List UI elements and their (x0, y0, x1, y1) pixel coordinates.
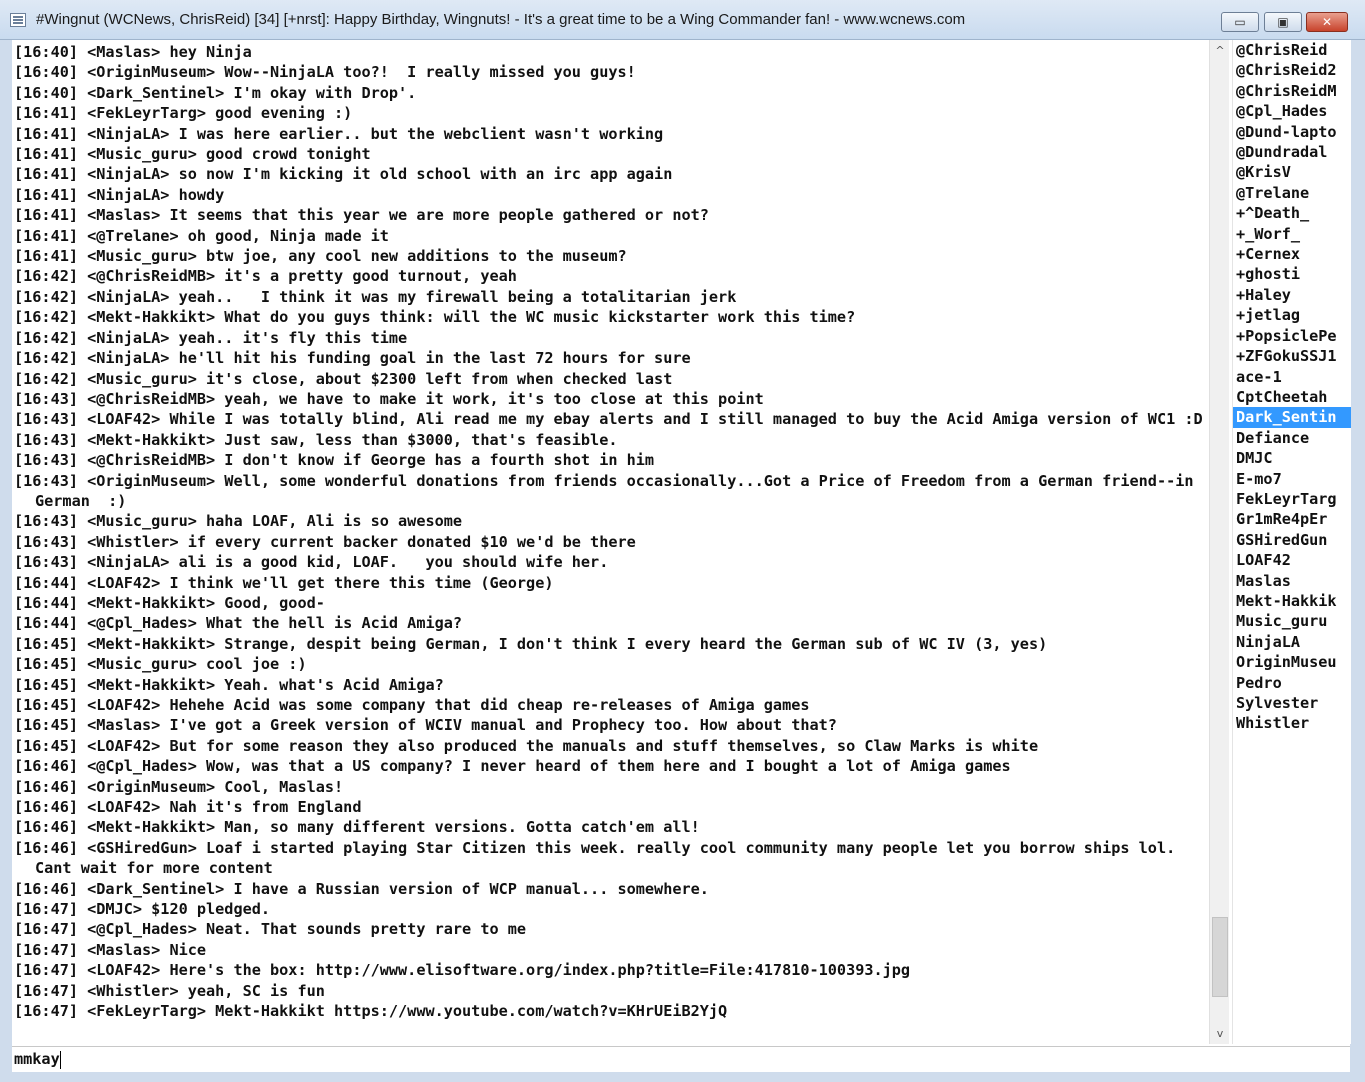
window-title: #Wingnut (WCNews, ChrisReid) [34] [+nrst]: Happy Birthday, Wingnuts! - It's a great time to be a Wing Commander fan! - www.wcnews.com (36, 11, 966, 28)
chat-message: [16:45] <Music_guru> cool joe :) (14, 655, 307, 674)
chat-message: [16:42] <NinjaLA> yeah.. it's fly this time (14, 328, 408, 347)
chat-message: [16:43] <@ChrisReidMB> I don't know if George has a fourth shot in him (14, 451, 655, 470)
nick-list-item[interactable]: Defiance (1236, 428, 1310, 447)
window-frame-left (0, 40, 12, 1082)
chat-message: [16:41] <@Trelane> oh good, Ninja made it (14, 226, 389, 245)
chat-message: [16:43] <NinjaLA> ali is a good kid, LOAF. you should wife her. (14, 553, 609, 572)
chat-message: [16:44] <LOAF42> I think we'll get there this time (George) (14, 573, 554, 592)
chat-message: [16:45] <LOAF42> Hehehe Acid was some company that did cheap re-releases of Amiga games (14, 696, 810, 714)
chat-message: [16:43] <OriginMuseum> Well, some wonderful donations from friends occasionally...Got a Price of Freedom from a German friend--in German :) (14, 471, 1203, 510)
nick-list[interactable] (1232, 40, 1351, 1044)
chat-message: [16:46] <LOAF42> Nah it's from England (14, 798, 362, 817)
nick-list-item[interactable]: @ChrisReidM (1236, 81, 1337, 100)
window-icon[interactable] (10, 13, 26, 27)
chat-message: [16:40] <OriginMuseum> Wow--NinjaLA too?! I really missed you guys! (14, 63, 636, 82)
chat-message: [16:43] <LOAF42> While I was totally blind, Ali read me my ebay alerts and I still managed to buy the Acid Amiga version of WC1 :D (14, 410, 1203, 429)
scrollbar-thumb[interactable] (1212, 917, 1228, 997)
chat-message: [16:43] <Music_guru> haha LOAF, Ali is so awesome (14, 512, 463, 531)
minimize-button[interactable]: ▭ (1221, 12, 1259, 32)
chat-message: [16:47] <Maslas> Nice (14, 940, 207, 959)
chat-message: [16:46] <Mekt-Hakkikt> Man, so many different versions. Gotta catch'em all! (14, 818, 700, 837)
nick-list-item[interactable]: +PopsiclePe (1236, 326, 1337, 345)
scroll-up-arrow-icon[interactable]: ^ (1215, 44, 1225, 57)
chat-message: [16:46] <OriginMuseum> Cool, Maslas! (14, 777, 344, 796)
message-input-value[interactable]: mmkay (14, 1050, 60, 1068)
chat-message: [16:41] <NinjaLA> I was here earlier.. but the webclient wasn't working (14, 124, 664, 143)
chat-message: [16:45] <Mekt-Hakkikt> Strange, despit being German, I don't think I every heard the German sub of WC IV (3, yes) (14, 634, 1048, 653)
nick-list-item[interactable]: Dark_Sentin (1233, 407, 1351, 427)
scroll-down-arrow-icon[interactable]: v (1216, 1027, 1224, 1040)
maximize-button[interactable]: ▣ (1264, 12, 1302, 32)
chat-message: [16:47] <DMJC> $120 pledged. (14, 900, 271, 919)
nick-list-item[interactable]: +jetlag (1236, 306, 1301, 325)
chat-message: [16:43] <Mekt-Hakkikt> Just saw, less than $3000, that's feasible. (14, 430, 618, 449)
chat-message: [16:40] <Maslas> hey Ninja (14, 43, 252, 61)
nick-list-item[interactable]: Gr1mRe4pEr (1236, 510, 1328, 529)
chat-message: [16:47] <FekLeyrTarg> Mekt-Hakkikt https://www.youtube.com/watch?v=KHrUEiB2YjQ (14, 1002, 728, 1021)
chat-message: [16:41] <Music_guru> good crowd tonight (14, 145, 371, 164)
nick-list-item[interactable]: +Cernex (1236, 245, 1301, 264)
close-button[interactable]: ✕ (1306, 12, 1348, 32)
chat-message: [16:46] <Dark_Sentinel> I have a Russian version of WCP manual... somewhere. (14, 879, 709, 898)
nick-list-item[interactable]: NinjaLA (1236, 632, 1301, 651)
chat-message: [16:45] <Mekt-Hakkikt> Yeah. what's Acid Amiga? (14, 675, 444, 694)
nick-list-item[interactable]: LOAF42 (1236, 551, 1291, 570)
nick-list-item[interactable]: OriginMuseu (1236, 653, 1337, 672)
nick-list-item[interactable]: +ghosti (1236, 265, 1301, 284)
chat-message: [16:45] <LOAF42> But for some reason they also produced the manuals and stuff themselves, so Claw Marks is white (14, 736, 1039, 755)
chat-message: [16:42] <NinjaLA> yeah.. I think it was my firewall being a totalitarian jerk (14, 287, 737, 306)
chat-message: [16:47] <LOAF42> Here's the box: http://www.elisoftware.org/index.php?title=File:417810-100393.jpg (14, 961, 911, 980)
chat-log[interactable] (12, 40, 1208, 1044)
chat-message: [16:42] <@ChrisReidMB> it's a pretty good turnout, yeah (14, 267, 517, 286)
chat-message: [16:44] <@Cpl_Hades> What the hell is Acid Amiga? (14, 614, 463, 633)
chat-message: [16:47] <@Cpl_Hades> Neat. That sounds pretty rare to me (14, 920, 527, 939)
nick-list-item[interactable]: GSHiredGun (1236, 530, 1328, 549)
message-input[interactable] (12, 1046, 1350, 1072)
nick-list-item[interactable]: @ChrisReid2 (1236, 61, 1337, 80)
chat-message: [16:46] <GSHiredGun> Loaf i started playing Star Citizen this week. really cool community many people let you borrow ships lol. Cant wait for more content (14, 838, 1185, 878)
nick-list-item[interactable]: Whistler (1236, 714, 1310, 733)
chat-scrollbar[interactable] (1209, 40, 1229, 1044)
chat-message: [16:42] <Mekt-Hakkikt> What do you guys think: will the WC music kickstarter work this time? (14, 308, 856, 327)
nick-list-item[interactable]: Maslas (1236, 571, 1291, 590)
nick-list-item[interactable]: E-mo7 (1236, 469, 1282, 488)
nick-list-item[interactable]: ace-1 (1236, 367, 1282, 386)
nick-list-item[interactable]: FekLeyrTarg (1236, 489, 1337, 508)
chat-message: [16:44] <Mekt-Hakkikt> Good, good- (14, 593, 325, 612)
chat-message: [16:41] <NinjaLA> so now I'm kicking it old school with an irc app again (14, 165, 673, 184)
nick-list-item[interactable]: Music_guru (1236, 612, 1328, 631)
chat-message: [16:40] <Dark_Sentinel> I'm okay with Drop'. (14, 83, 417, 102)
text-caret (60, 1051, 61, 1069)
chat-lines (14, 42, 1204, 1022)
nick-list-item[interactable]: @Dundradal (1236, 143, 1328, 162)
nick-list-item[interactable]: @Dund-lapto (1236, 122, 1337, 141)
nick-list-item[interactable]: CptCheetah (1236, 387, 1328, 406)
nick-list-item[interactable]: Pedro (1236, 673, 1282, 692)
window-frame-right (1350, 40, 1365, 1082)
chat-message: [16:41] <Maslas> It seems that this year we are more people gathered or not? (14, 206, 709, 225)
nick-list-item[interactable]: DMJC (1236, 449, 1273, 468)
nick-list-item[interactable]: @Trelane (1236, 183, 1310, 202)
chat-message: [16:41] <FekLeyrTarg> good evening :) (14, 104, 353, 123)
nick-list-item[interactable]: Sylvester (1236, 694, 1319, 712)
chat-message: [16:41] <Music_guru> btw joe, any cool new additions to the museum? (14, 247, 627, 266)
window-titlebar[interactable] (0, 0, 1365, 40)
nick-list-item[interactable]: +^Death_ (1236, 204, 1310, 223)
chat-message: [16:43] <@ChrisReidMB> yeah, we have to make it work, it's too close at this point (14, 389, 764, 408)
chat-message: [16:47] <Whistler> yeah, SC is fun (14, 981, 325, 1000)
chat-message: [16:41] <NinjaLA> howdy (14, 185, 225, 204)
nick-list-item[interactable]: +ZFGokuSSJ1 (1236, 347, 1337, 366)
chat-message: [16:46] <@Cpl_Hades> Wow, was that a US company? I never heard of them here and I bought a lot of Amiga games (14, 757, 1011, 776)
nick-list-item[interactable]: @ChrisReid (1236, 41, 1328, 59)
chat-message: [16:42] <Music_guru> it's close, about $2300 left from when checked last (14, 369, 673, 388)
nick-list-item[interactable]: +Haley (1236, 285, 1291, 304)
chat-message: [16:43] <Whistler> if every current backer donated $10 we'd be there (14, 532, 636, 551)
nick-list-item[interactable]: @KrisV (1236, 163, 1291, 182)
chat-message: [16:42] <NinjaLA> he'll hit his funding goal in the last 72 hours for sure (14, 349, 691, 368)
nick-list-item[interactable]: +_Worf_ (1236, 224, 1301, 243)
nick-list-item[interactable]: @Cpl_Hades (1236, 102, 1328, 121)
nick-list-item[interactable]: Mekt-Hakkik (1236, 591, 1337, 610)
window-frame-bottom (0, 1072, 1365, 1082)
chat-message: [16:45] <Maslas> I've got a Greek version of WCIV manual and Prophecy too. How about that? (14, 716, 837, 735)
